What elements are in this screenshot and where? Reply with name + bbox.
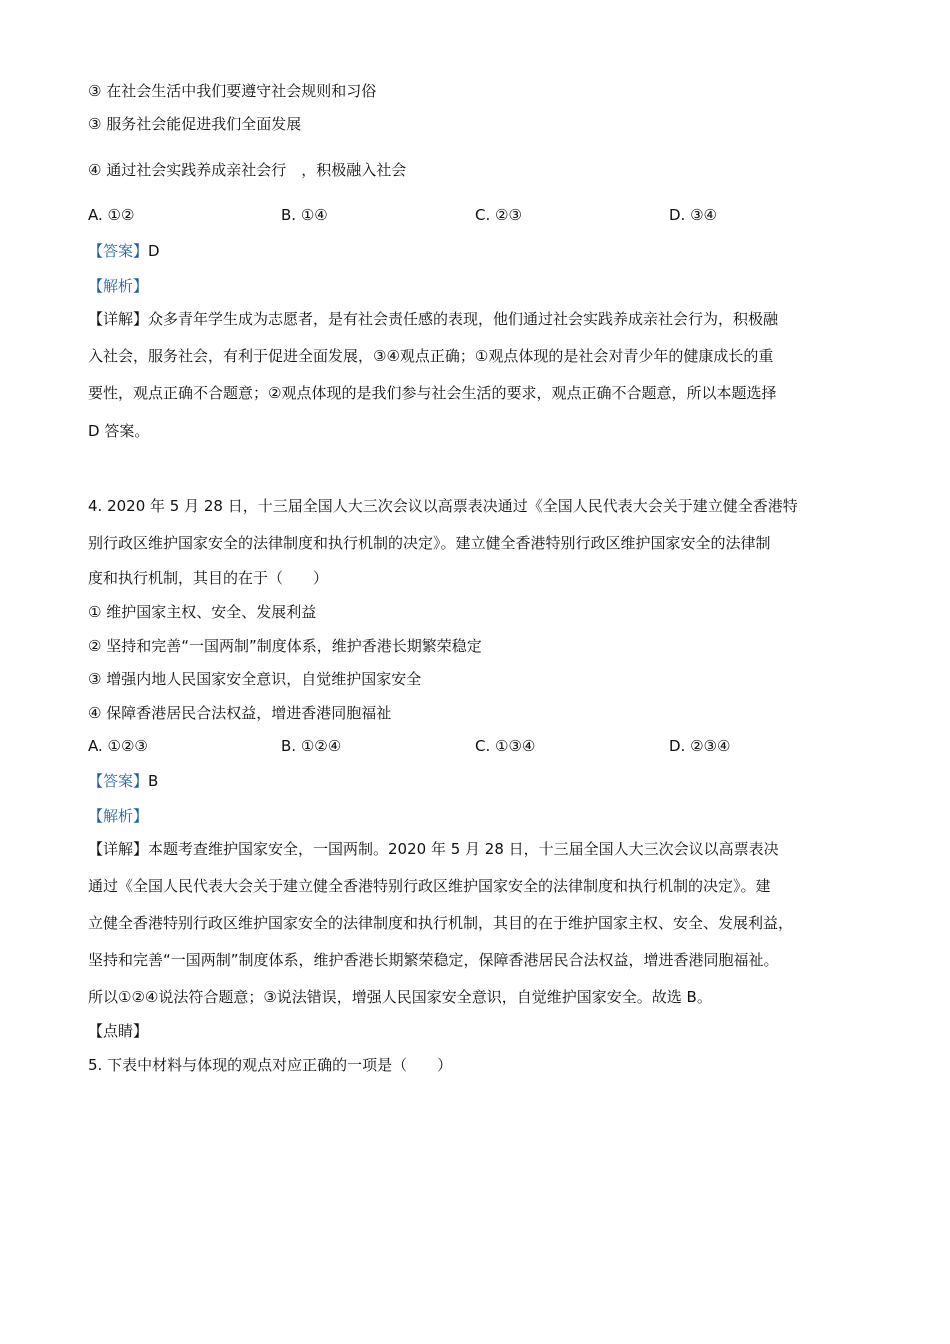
q5-stem: 5. 下表中材料与体现的观点对应正确的一项是（ ）	[88, 1056, 453, 1074]
q3-detail-line-2: 入社会，服务社会，有利于促进全面发展，③④观点正确；①观点体现的是社会对青少年的健康成长的重	[88, 347, 774, 365]
answer-label: 【答案】	[88, 772, 149, 790]
q4-statement-1: ① 维护国家主权、安全、发展利益	[88, 603, 317, 621]
q3-detail-line-3: 要性，观点正确不合题意；②观点体现的是我们参与社会生活的要求，观点正确不合题意，所以本题选择	[88, 384, 777, 402]
q4-option-b: B. ①②④	[281, 737, 342, 755]
q4-statement-3: ③ 增强内地人民国家安全意识，自觉维护国家安全	[88, 670, 422, 688]
detail-label: 【详解】	[88, 840, 149, 858]
statement-4: ④ 通过社会实践养成亲社会行 ，积极融入社会	[88, 161, 407, 179]
q3-detail-line-1	[88, 309, 778, 329]
q4-option-a: A. ①②③	[88, 737, 148, 755]
detail-text: 众多青年学生成为志愿者，是有社会责任感的表现，他们通过社会实践养成亲社会行为，积极融	[148, 310, 779, 328]
q4-detail-line-4: 坚持和完善“一国两制”制度体系，维护香港长期繁荣稳定，保障香港居民合法权益，增进香港同胞福祉。	[88, 951, 779, 969]
q4-answer	[88, 771, 158, 791]
q4-statement-4: ④ 保障香港居民合法权益，增进香港同胞福祉	[88, 704, 392, 722]
q4-detail-line-1	[88, 839, 779, 859]
q3-analysis-label	[88, 276, 148, 296]
q4-detail-line-2: 通过《全国人民代表大会关于建立健全香港特别行政区维护国家安全的法律制度和执行机制的决定》。建	[88, 877, 771, 895]
analysis-label: 【解析】	[88, 807, 149, 825]
q4-option-d: D. ②③④	[669, 737, 731, 755]
q4-detail-line-5: 所以①②④说法符合题意；③说法错误，增强人民国家安全意识，自觉维护国家安全。故选 B。	[88, 988, 712, 1006]
q4-analysis-label	[88, 806, 148, 826]
q3-answer	[88, 241, 160, 261]
q3-option-d: D. ③④	[669, 206, 717, 224]
statement-3a: ③ 在社会生活中我们要遵守社会规则和习俗	[88, 82, 377, 100]
q3-option-a: A. ①②	[88, 206, 135, 224]
detail-text: 本题考查维护国家安全，一国两制。2020 年 5 月 28 日，十三届全国人大三次会议以高票表决	[148, 840, 779, 858]
answer-value: B	[148, 772, 159, 790]
statement-3b: ③ 服务社会能促进我们全面发展	[88, 115, 302, 133]
q3-option-c: C. ②③	[475, 206, 522, 224]
q4-statement-2: ② 坚持和完善“一国两制”制度体系，维护香港长期繁荣稳定	[88, 637, 482, 655]
q3-detail-line-4: D 答案。	[88, 422, 150, 440]
q4-stem-line-2: 别行政区维护国家安全的法律制度和执行机制的决定》。建立健全香港特别行政区维护国家安全的法律制	[88, 534, 771, 552]
q4-comment-label: 【点睛】	[88, 1022, 149, 1040]
answer-value: D	[148, 242, 160, 260]
q4-detail-line-3: 立健全香港特别行政区维护国家安全的法律制度和执行机制，其目的在于维护国家主权、安全、发展利益，	[88, 914, 794, 932]
answer-label: 【答案】	[88, 242, 149, 260]
analysis-label: 【解析】	[88, 277, 149, 295]
q4-stem-line-1: 4. 2020 年 5 月 28 日，十三届全国人大三次会议以高票表决通过《全国人民代表大会关于建立健全香港特	[88, 497, 798, 515]
q3-option-b: B. ①④	[281, 206, 328, 224]
q4-option-c: C. ①③④	[475, 737, 536, 755]
detail-label: 【详解】	[88, 310, 149, 328]
q4-stem-line-3: 度和执行机制，其目的在于（ ）	[88, 569, 329, 587]
